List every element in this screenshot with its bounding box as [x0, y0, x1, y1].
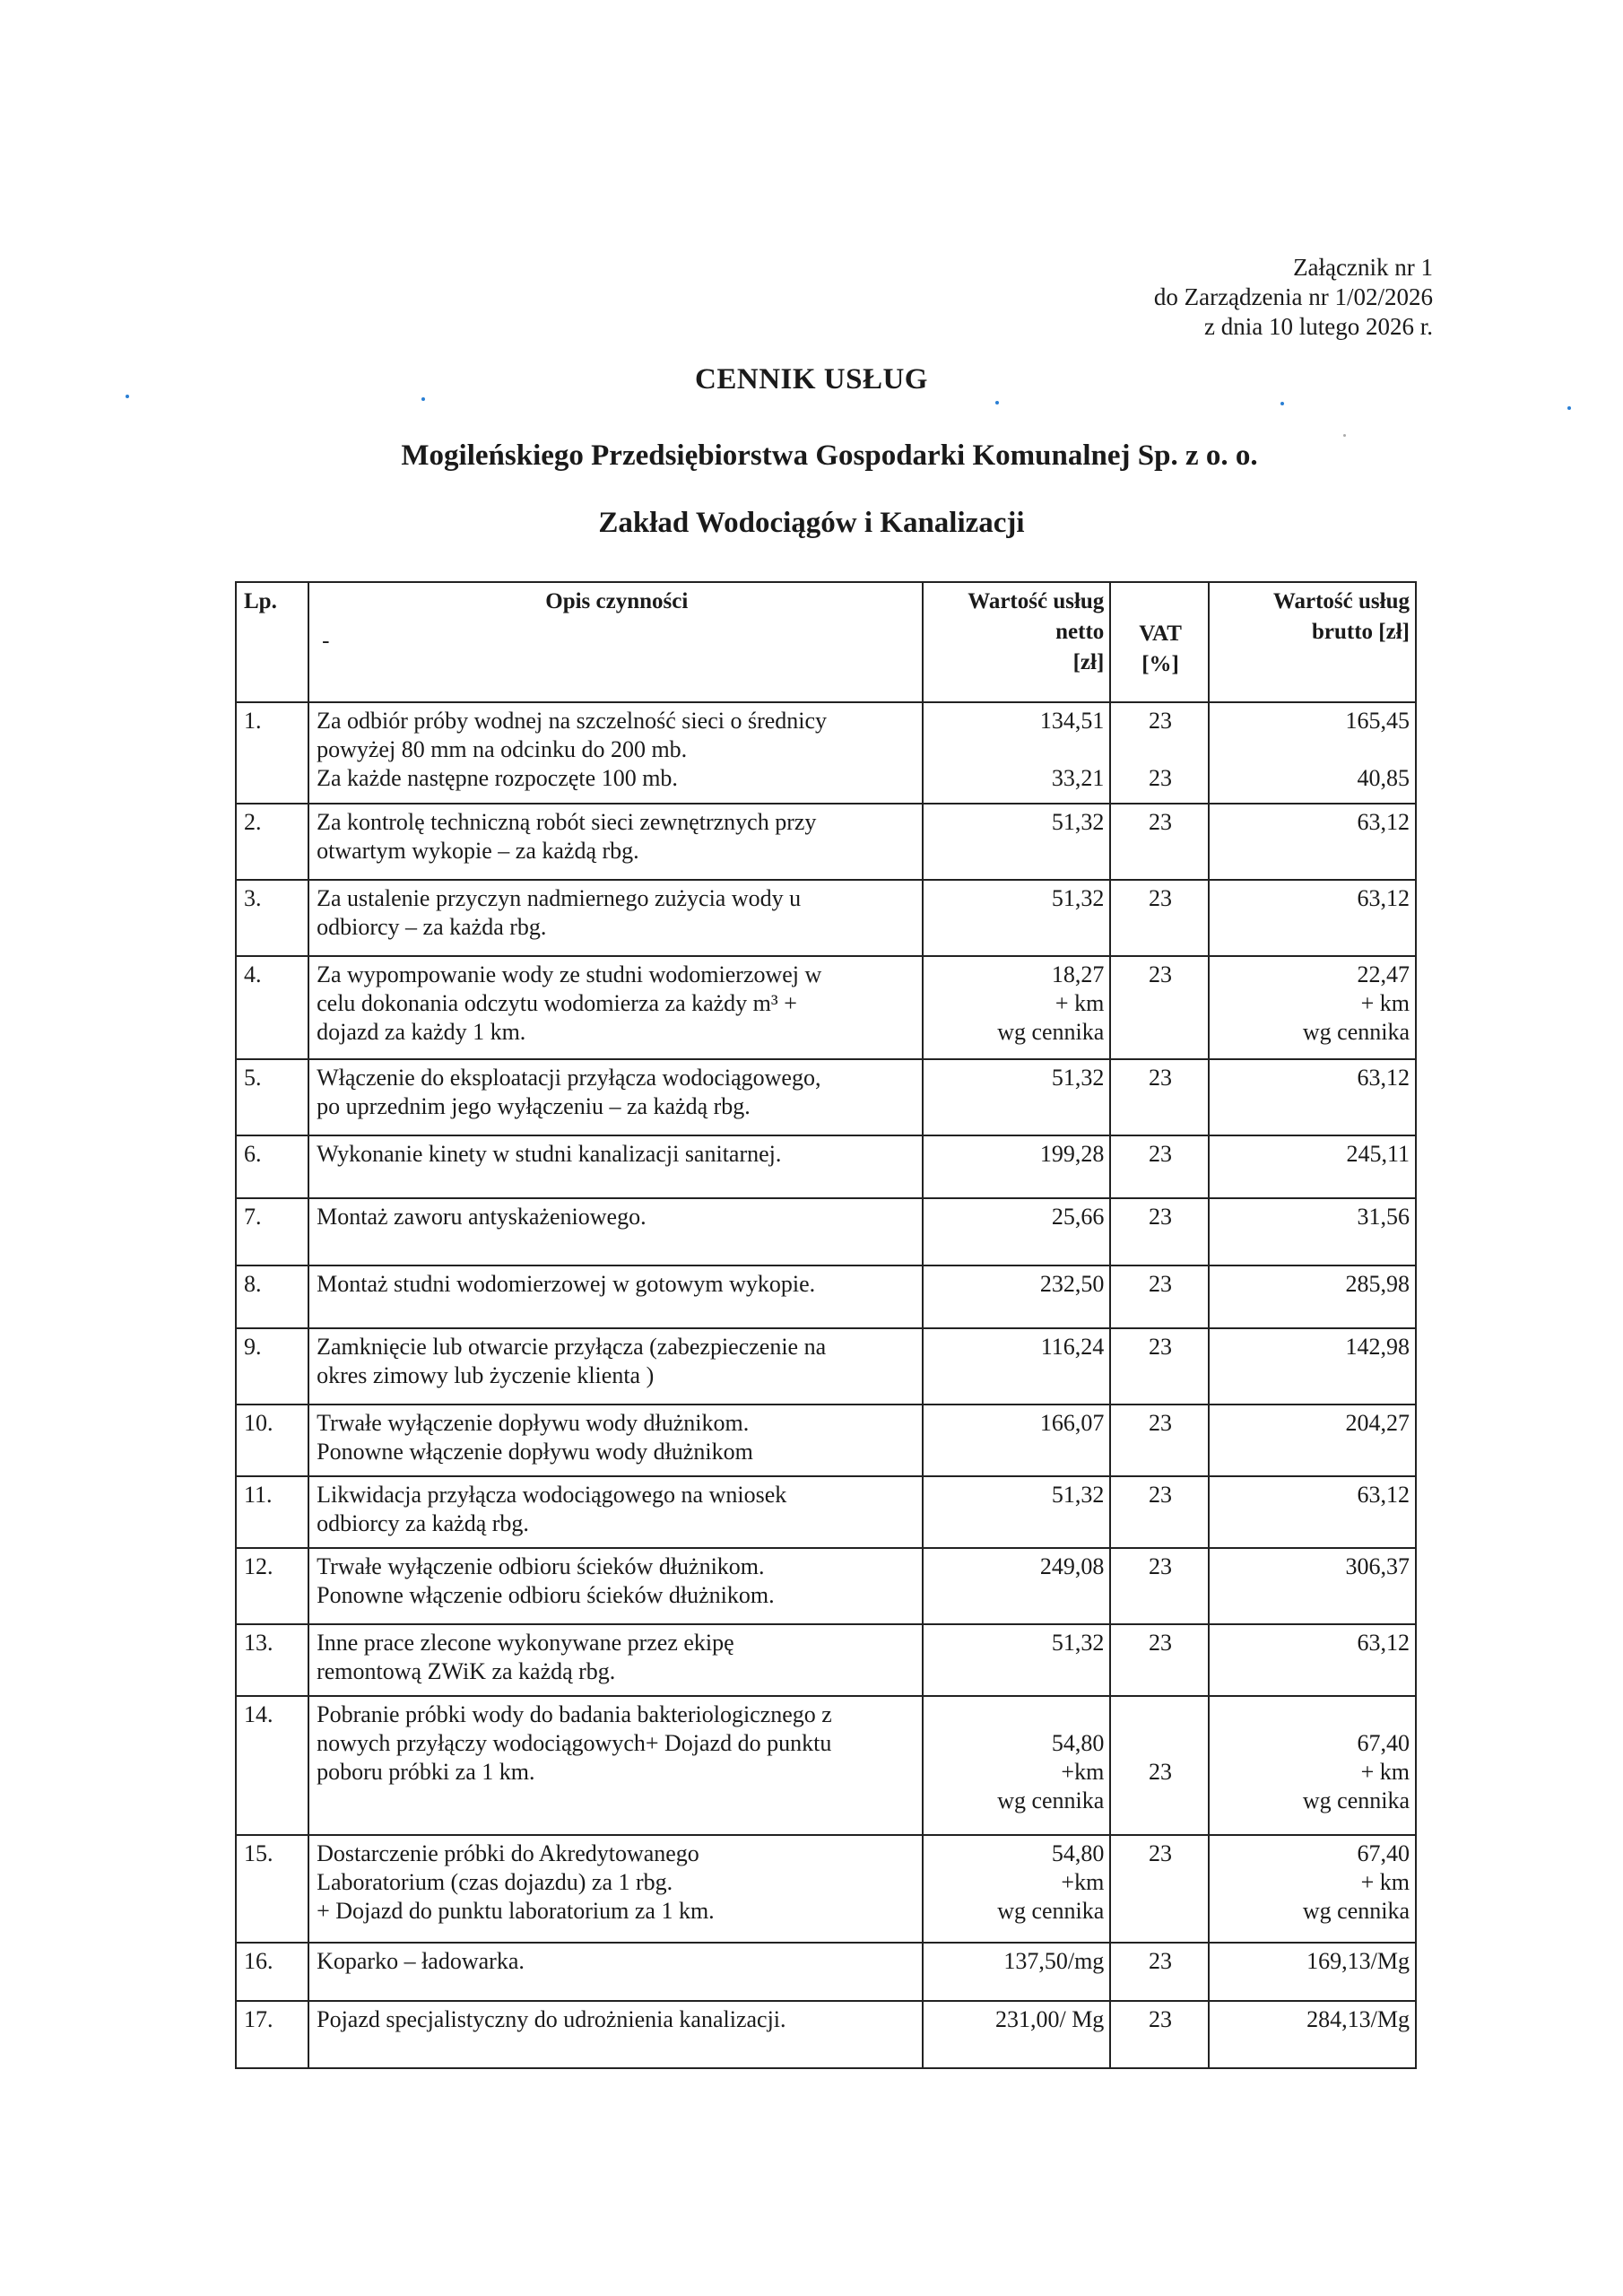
net-value — [923, 1265, 1110, 1328]
vat-rate — [1110, 1943, 1208, 2001]
net-value-line: 18,27 — [1051, 961, 1105, 987]
gross-value — [1209, 2001, 1416, 2068]
service-description-line: Za odbiór próby wodnej na szczelność sieci o średnicy — [317, 708, 828, 734]
vat-rate-line: 23 — [1149, 1759, 1173, 1785]
row-number: 14. — [236, 1696, 308, 1835]
row-number: 2. — [236, 804, 308, 880]
gross-value — [1209, 1198, 1416, 1265]
vat-rate-line: 23 — [1149, 1840, 1173, 1866]
service-description-line: Likwidacja przyłącza wodociągowego na wniosek — [317, 1482, 787, 1508]
vat-rate — [1110, 702, 1208, 804]
gross-value — [1209, 1328, 1416, 1405]
net-value-line: + km — [1055, 990, 1105, 1016]
header-net-line3: [zł] — [1072, 650, 1105, 674]
net-value-line: 249,08 — [1039, 1553, 1105, 1579]
vat-rate-line — [1118, 1700, 1202, 1729]
row-number: 6. — [236, 1135, 308, 1198]
service-description — [308, 1548, 923, 1624]
net-value-line — [931, 1700, 1104, 1729]
header-description-dash: - — [322, 629, 330, 653]
company-name — [0, 439, 1623, 473]
gross-value-line — [1217, 1700, 1410, 1729]
gross-value-line: 31,56 — [1357, 1204, 1410, 1230]
service-description — [308, 1135, 923, 1198]
net-value-line: 51,32 — [1051, 885, 1105, 911]
vat-rate-line: 23 — [1149, 809, 1173, 835]
scan-artifact-dot — [1343, 434, 1346, 437]
row-number: 13. — [236, 1624, 308, 1696]
table-row — [236, 1265, 1416, 1328]
gross-value-line: 22,47 — [1357, 961, 1410, 987]
vat-rate — [1110, 880, 1208, 956]
service-description-line: Koparko – ładowarka. — [317, 1948, 525, 1974]
service-description — [308, 1624, 923, 1696]
service-description-line: Zamknięcie lub otwarcie przyłącza (zabezpieczenie na — [317, 1334, 827, 1360]
service-description-line: + Dojazd do punktu laboratorium za 1 km. — [317, 1898, 715, 1924]
net-value — [923, 1405, 1110, 1476]
gross-value-line: 245,11 — [1346, 1141, 1410, 1167]
header-gross-line1: Wartość usług — [1272, 589, 1410, 613]
service-description-line: Pobranie próbki wody do badania bakteriologicznego z — [317, 1701, 832, 1727]
net-value-line: 51,32 — [1051, 1630, 1105, 1656]
service-description-line: Włączenie do eksploatacji przyłącza wodociągowego, — [317, 1065, 821, 1091]
service-description-line: Pojazd specjalistyczny do udrożnienia kanalizacji. — [317, 2006, 786, 2032]
gross-value — [1209, 804, 1416, 880]
gross-value-line: wg cennika — [1302, 1898, 1410, 1924]
net-value-line: 54,80 — [1051, 1730, 1105, 1756]
table-row — [236, 1943, 1416, 2001]
gross-value-line: + km — [1360, 1759, 1410, 1785]
vat-rate-line: 23 — [1149, 961, 1173, 987]
service-description-line: powyżej 80 mm na odcinku do 200 mb. — [317, 736, 688, 762]
vat-rate-line: 23 — [1149, 1204, 1173, 1230]
gross-value-line: wg cennika — [1302, 1787, 1410, 1813]
gross-value-line: 63,12 — [1357, 1065, 1410, 1091]
gross-value-line: 63,12 — [1357, 809, 1410, 835]
gross-value — [1209, 1624, 1416, 1696]
row-number: 11. — [236, 1476, 308, 1548]
vat-rate-line: 23 — [1149, 1065, 1173, 1091]
annex-reference — [1154, 253, 1433, 342]
vat-rate — [1110, 2001, 1208, 2068]
vat-rate-line: 23 — [1149, 1410, 1173, 1436]
vat-rate — [1110, 1548, 1208, 1624]
row-number: 4. — [236, 956, 308, 1059]
service-description — [308, 1059, 923, 1135]
net-value-line: 51,32 — [1051, 1065, 1105, 1091]
net-value — [923, 804, 1110, 880]
header-description — [308, 582, 923, 702]
vat-rate-line — [1118, 735, 1202, 764]
row-number: 3. — [236, 880, 308, 956]
vat-rate — [1110, 1135, 1208, 1198]
vat-rate — [1110, 1328, 1208, 1405]
service-description-line: Za każde następne rozpoczęte 100 mb. — [317, 765, 678, 791]
service-description-line: odbiorcy za każdą rbg. — [317, 1510, 529, 1536]
service-description-line: Laboratorium (czas dojazdu) za 1 rbg. — [317, 1869, 673, 1895]
table-row — [236, 1835, 1416, 1943]
row-number: 16. — [236, 1943, 308, 2001]
gross-value — [1209, 1405, 1416, 1476]
service-description-line: Trwałe wyłączenie dopływu wody dłużnikom. — [317, 1410, 750, 1436]
table-row — [236, 1624, 1416, 1696]
net-value-line: 137,50/mg — [1003, 1948, 1105, 1974]
net-value — [923, 1835, 1110, 1943]
vat-rate — [1110, 1624, 1208, 1696]
service-description-line: poboru próbki za 1 km. — [317, 1759, 535, 1785]
net-value-line — [931, 735, 1104, 764]
gross-value-line: 284,13/Mg — [1306, 2006, 1410, 2032]
service-description-line: Za kontrolę techniczną robót sieci zewnętrznych przy — [317, 809, 817, 835]
vat-rate — [1110, 804, 1208, 880]
vat-rate-line: 23 — [1149, 1482, 1173, 1508]
net-value-line: 134,51 — [1039, 708, 1105, 734]
gross-value-line — [1217, 735, 1410, 764]
net-value — [923, 1328, 1110, 1405]
table-header-row — [236, 582, 1416, 702]
service-description — [308, 1835, 923, 1943]
net-value — [923, 1696, 1110, 1835]
gross-value-line: 306,37 — [1345, 1553, 1410, 1579]
service-description-line: remontową ZWiK za każdą rbg. — [317, 1658, 616, 1684]
service-description — [308, 1476, 923, 1548]
vat-rate-line: 23 — [1149, 1141, 1173, 1167]
service-description-line: otwartym wykopie – za każdą rbg. — [317, 838, 639, 864]
row-number: 5. — [236, 1059, 308, 1135]
service-description-line: Ponowne włączenie dopływu wody dłużnikom — [317, 1439, 753, 1465]
service-description-line: Wykonanie kinety w studni kanalizacji sanitarnej. — [317, 1141, 782, 1167]
gross-value — [1209, 1696, 1416, 1835]
service-description-line: nowych przyłączy wodociągowych+ Dojazd do punktu — [317, 1730, 832, 1756]
gross-value — [1209, 880, 1416, 956]
net-value — [923, 2001, 1110, 2068]
service-description — [308, 956, 923, 1059]
vat-rate — [1110, 1265, 1208, 1328]
row-number: 17. — [236, 2001, 308, 2068]
service-description-line: Montaż zaworu antyskażeniowego. — [317, 1204, 647, 1230]
vat-rate-line: 23 — [1149, 708, 1173, 734]
vat-rate — [1110, 1696, 1208, 1835]
net-value — [923, 956, 1110, 1059]
annex-order: do Zarządzenia nr 1/02/2026 — [1153, 283, 1433, 310]
table-row — [236, 1059, 1416, 1135]
row-number: 8. — [236, 1265, 308, 1328]
net-value — [923, 1059, 1110, 1135]
table-row — [236, 1328, 1416, 1405]
service-description — [308, 2001, 923, 2068]
vat-rate-line: 23 — [1149, 1630, 1173, 1656]
net-value-line: +km — [1061, 1759, 1105, 1785]
scan-artifact-dot — [1280, 402, 1284, 405]
net-value — [923, 1198, 1110, 1265]
department-name: Zakład Wodociągów i Kanalizacji — [598, 507, 1025, 539]
table-row — [236, 804, 1416, 880]
table-row — [236, 1135, 1416, 1198]
header-gross-line2: brutto [zł] — [1312, 620, 1410, 644]
net-value — [923, 1135, 1110, 1198]
gross-value-line: 165,45 — [1345, 708, 1410, 734]
gross-value — [1209, 1135, 1416, 1198]
gross-value — [1209, 1476, 1416, 1548]
service-description-line: Montaż studni wodomierzowej w gotowym wykopie. — [317, 1271, 816, 1297]
gross-value-line: 67,40 — [1357, 1730, 1410, 1756]
gross-value — [1209, 702, 1416, 804]
gross-value — [1209, 1548, 1416, 1624]
net-value — [923, 1943, 1110, 2001]
vat-rate-line — [1118, 1729, 1202, 1758]
net-value — [923, 1476, 1110, 1548]
gross-value-line: 142,98 — [1345, 1334, 1410, 1360]
table-body — [236, 702, 1416, 2068]
service-description-line: Trwałe wyłączenie odbioru ścieków dłużnikom. — [317, 1553, 765, 1579]
gross-value-line: 67,40 — [1357, 1840, 1410, 1866]
table-row — [236, 2001, 1416, 2068]
gross-value-line: 63,12 — [1357, 1482, 1410, 1508]
gross-value-line: 40,85 — [1357, 765, 1410, 791]
net-value-line: 51,32 — [1051, 1482, 1105, 1508]
gross-value — [1209, 1943, 1416, 2001]
vat-rate-line: 23 — [1149, 1271, 1173, 1297]
gross-value — [1209, 956, 1416, 1059]
net-value-line: 232,50 — [1039, 1271, 1105, 1297]
service-description-line: Ponowne włączenie odbioru ścieków dłużnikom. — [317, 1582, 775, 1608]
service-description — [308, 1405, 923, 1476]
header-gross-value — [1209, 582, 1416, 702]
vat-rate-line: 23 — [1149, 765, 1173, 791]
net-value-line: 51,32 — [1051, 809, 1105, 835]
table-row — [236, 1548, 1416, 1624]
net-value-line: 116,24 — [1040, 1334, 1105, 1360]
header-net-value — [923, 582, 1110, 702]
table-row — [236, 1476, 1416, 1548]
scan-artifact-dot — [1567, 406, 1571, 410]
service-description-line: dojazd za każdy 1 km. — [317, 1019, 526, 1045]
net-value-line: 231,00/ Mg — [994, 2006, 1105, 2032]
net-value — [923, 880, 1110, 956]
header-description-label: Opis czynności — [545, 589, 689, 613]
header-vat — [1110, 582, 1208, 702]
service-description — [308, 880, 923, 956]
net-value-line: 166,07 — [1039, 1410, 1105, 1436]
header-vat-line2: [%] — [1141, 652, 1179, 676]
service-description-line: Za ustalenie przyczyn nadmiernego zużycia wody u — [317, 885, 802, 911]
net-value-line: 54,80 — [1051, 1840, 1105, 1866]
service-description — [308, 1198, 923, 1265]
gross-value-line: wg cennika — [1302, 1019, 1410, 1045]
net-value — [923, 1548, 1110, 1624]
service-description — [308, 1943, 923, 2001]
header-vat-line1: VAT — [1139, 622, 1182, 646]
service-description-line: Inne prace zlecone wykonywane przez ekipę — [317, 1630, 734, 1656]
net-value-line: 33,21 — [1051, 765, 1105, 791]
table-row — [236, 956, 1416, 1059]
vat-rate — [1110, 1059, 1208, 1135]
vat-rate — [1110, 956, 1208, 1059]
service-description — [308, 1265, 923, 1328]
service-description — [308, 702, 923, 804]
header-lp: Lp. — [236, 582, 308, 702]
gross-value — [1209, 1835, 1416, 1943]
company-name-text: Mogileńskiego Przedsiębiorstwa Gospodarki Komunalnej Sp. z o. o. — [401, 439, 1258, 472]
price-table — [235, 581, 1417, 2069]
header-net-line1: Wartość usług — [968, 589, 1105, 613]
table-row — [236, 1198, 1416, 1265]
net-value-line: wg cennika — [997, 1019, 1105, 1045]
service-description — [308, 1696, 923, 1835]
table-row — [236, 1405, 1416, 1476]
vat-rate-line: 23 — [1149, 2006, 1173, 2032]
vat-rate — [1110, 1476, 1208, 1548]
service-description-line: Dostarczenie próbki do Akredytowanego — [317, 1840, 699, 1866]
table-row — [236, 1696, 1416, 1835]
scan-artifact-dot — [421, 397, 425, 401]
gross-value-line: 285,98 — [1345, 1271, 1410, 1297]
row-number: 9. — [236, 1328, 308, 1405]
vat-rate — [1110, 1198, 1208, 1265]
net-value-line: 25,66 — [1051, 1204, 1105, 1230]
net-value — [923, 1624, 1110, 1696]
service-description — [308, 804, 923, 880]
service-description-line: Za wypompowanie wody ze studni wodomierzowej w — [317, 961, 822, 987]
service-description-line: odbiorcy – za każda rbg. — [317, 914, 547, 940]
gross-value — [1209, 1265, 1416, 1328]
table-row — [236, 702, 1416, 804]
vat-rate — [1110, 1835, 1208, 1943]
gross-value-line: 169,13/Mg — [1306, 1948, 1410, 1974]
service-description-line: okres zimowy lub życzenie klienta ) — [317, 1362, 655, 1388]
service-description-line: po uprzednim jego wyłączeniu – za każdą rbg. — [317, 1093, 751, 1119]
document-title: CENNIK USŁUG — [695, 363, 928, 396]
service-description-line: celu dokonania odczytu wodomierza za każdy m³ + — [317, 990, 797, 1016]
row-number: 1. — [236, 702, 308, 804]
gross-value-line: 63,12 — [1357, 885, 1410, 911]
gross-value-line: 204,27 — [1345, 1410, 1410, 1436]
gross-value-line: + km — [1360, 990, 1410, 1016]
service-description — [308, 1328, 923, 1405]
row-number: 7. — [236, 1198, 308, 1265]
annex-number: Załącznik nr 1 — [1293, 254, 1433, 281]
gross-value-line: + km — [1360, 1869, 1410, 1895]
net-value-line: 199,28 — [1039, 1141, 1105, 1167]
row-number: 12. — [236, 1548, 308, 1624]
net-value-line: wg cennika — [997, 1787, 1105, 1813]
vat-rate-line: 23 — [1149, 1948, 1173, 1974]
scan-artifact-dot — [995, 401, 999, 404]
annex-date: z dnia 10 lutego 2026 r. — [1204, 313, 1433, 340]
row-number: 10. — [236, 1405, 308, 1476]
vat-rate-line: 23 — [1149, 1553, 1173, 1579]
net-value — [923, 702, 1110, 804]
gross-value — [1209, 1059, 1416, 1135]
table-row — [236, 880, 1416, 956]
net-value-line: +km — [1061, 1869, 1105, 1895]
vat-rate-line: 23 — [1149, 885, 1173, 911]
gross-value-line: 63,12 — [1357, 1630, 1410, 1656]
header-net-line2: netto — [1055, 620, 1105, 644]
net-value-line: wg cennika — [997, 1898, 1105, 1924]
vat-rate-line: 23 — [1149, 1334, 1173, 1360]
row-number: 15. — [236, 1835, 308, 1943]
vat-rate — [1110, 1405, 1208, 1476]
